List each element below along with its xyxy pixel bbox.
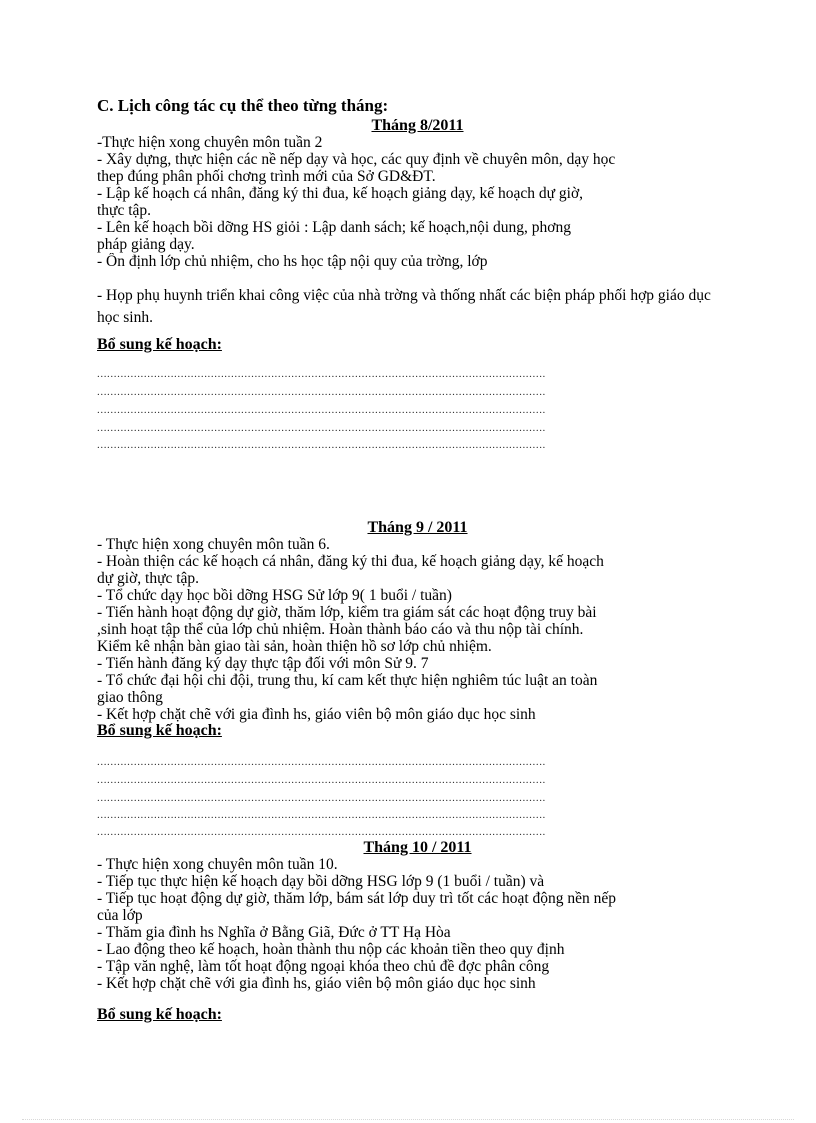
month-8-block [97, 118, 738, 270]
section-title: C. Lịch công tác cụ thể theo từng tháng: [97, 96, 389, 115]
month-10-line: - Thực hiện xong chuyên môn tuần 10. [97, 856, 338, 873]
month-9-block [97, 520, 738, 723]
month-9-line: - Tổ chức đại hội chi đội, trung thu, kí cam kết thực hiện nghiêm túc luật an toàn [97, 672, 598, 689]
month-10-line: - Kết hợp chặt chẽ với gia đình hs, giáo viên bộ môn giáo dục học sinh [97, 975, 536, 992]
dotted-line: ...................................................................................................................................... [97, 439, 546, 451]
dotted-line: ...................................................................................................................................... [97, 368, 546, 380]
dotted-line: ...................................................................................................................................... [97, 386, 546, 398]
month-8-line: -Thực hiện xong chuyên môn tuần 2 [97, 134, 323, 151]
month-9-line: ,sinh hoạt tập thể của lớp chủ nhiệm. Hoàn thành báo cáo và thu nộp tài chính. [97, 621, 584, 638]
page-bottom-divider [22, 1119, 794, 1120]
month-8-paragraph: - Họp phụ huynh triển khai công việc của nhà trờng và thống nhất các biện pháp phối hợp giáo dục học sinh. [97, 287, 711, 326]
dotted-line: ...................................................................................................................................... [97, 756, 546, 768]
supplement-label-2: Bổ sung kế hoạch: [97, 722, 222, 739]
month-8-line: - Ổn định lớp chủ nhiệm, cho hs học tập nội quy của trờng, lớp [97, 253, 488, 270]
month-10-heading: Tháng 10 / 2011 [363, 839, 472, 856]
month-10-line: - Thăm gia đình hs Nghĩa ở Bằng Giã, Đức ở TT Hạ Hòa [97, 924, 451, 941]
dotted-line: ...................................................................................................................................... [97, 809, 546, 821]
month-8-line: thep đúng phân phối chơng trình mới của Sở GD&ĐT. [97, 168, 436, 185]
month-10-line: - Lao động theo kế hoạch, hoàn thành thu nộp các khoản tiền theo quy định [97, 941, 565, 958]
month-8-line: - Lập kế hoạch cá nhân, đăng ký thi đua, kế hoạch giảng dạy, kế hoạch dự giờ, [97, 185, 584, 202]
supplement-label-3: Bổ sung kế hoạch: [97, 1006, 222, 1023]
month-8-line: thực tập. [97, 202, 152, 219]
dotted-line: ...................................................................................................................................... [97, 774, 546, 786]
month-9-line: - Tổ chức dạy học bồi dỡng HSG Sử lớp 9( 1 buổi / tuần) [97, 587, 452, 604]
month-9-line: - Thực hiện xong chuyên môn tuần 6. [97, 536, 330, 553]
month-10-line: - Tập văn nghệ, làm tốt hoạt động ngoại khóa theo chủ đề đợc phân công [97, 958, 550, 975]
month-9-line: dự giờ, thực tập. [97, 570, 200, 587]
month-10-line: của lớp [97, 907, 143, 924]
month-8-line: - Xây dựng, thực hiện các nề nếp dạy và học, các quy định về chuyên môn, dạy học [97, 151, 616, 168]
month-8-line: pháp giảng dạy. [97, 236, 195, 253]
dotted-line: ...................................................................................................................................... [97, 826, 546, 838]
month-10-line: - Tiếp tục hoạt động dự giờ, thăm lớp, bám sát lớp duy trì tốt các hoạt động nền nếp [97, 890, 617, 907]
dotted-line: ...................................................................................................................................... [97, 404, 546, 416]
month-9-line: giao thông [97, 689, 163, 706]
month-8-line: - Lên kế hoạch bồi dỡng HS giỏi : Lập danh sách; kế hoạch,nội dung, phơng [97, 219, 571, 236]
dotted-line: ...................................................................................................................................... [97, 422, 546, 434]
month-9-line: - Kết hợp chặt chẽ với gia đình hs, giáo viên bộ môn giáo dục học sinh [97, 706, 536, 723]
month-9-heading: Tháng 9 / 2011 [367, 519, 468, 536]
month-9-line: - Hoàn thiện các kế hoạch cá nhân, đăng ký thi đua, kế hoạch giảng dạy, kế hoạch [97, 553, 604, 570]
month-9-line: - Tiến hành đăng ký dạy thực tập đối với môn Sử 9. 7 [97, 655, 429, 672]
month-10-block [97, 840, 738, 992]
month-9-line: Kiểm kê nhận bàn giao tài sản, hoàn thiện hồ sơ lớp chủ nhiệm. [97, 638, 492, 655]
dotted-line: ...................................................................................................................................... [97, 792, 546, 804]
month-9-line: - Tiến hành hoạt động dự giờ, thăm lớp, kiểm tra giám sát các hoạt động truy bài [97, 604, 597, 621]
month-10-line: - Tiếp tục thực hiện kế hoạch dạy bồi dỡng HSG lớp 9 (1 buổi / tuần) và [97, 873, 545, 890]
month-8-heading: Tháng 8/2011 [371, 117, 464, 134]
supplement-label-1: Bổ sung kế hoạch: [97, 336, 222, 353]
